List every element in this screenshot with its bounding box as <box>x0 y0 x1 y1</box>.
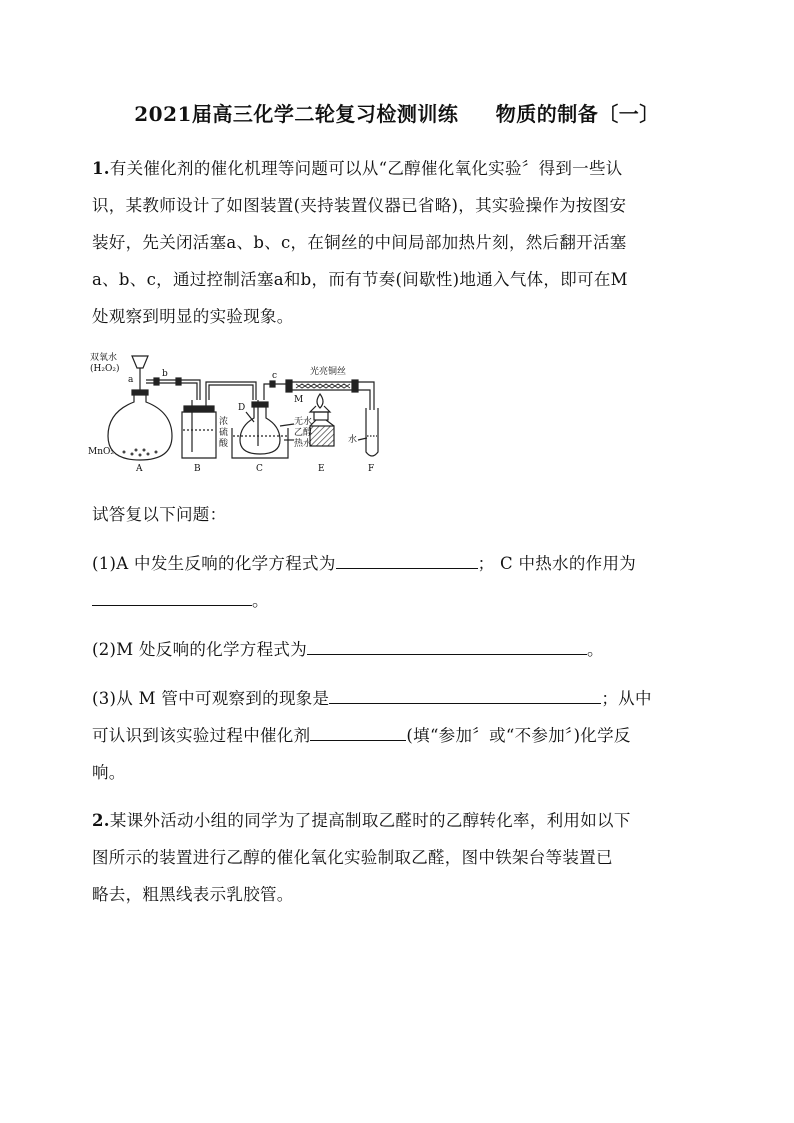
stem-text: 某课外活动小组的同学为了提高制取乙醛时的乙醇转化率，利用如以下 <box>109 811 631 830</box>
subquestion-line <box>92 754 710 791</box>
subquestion-3-text: (3)从 M 管中可观察到的现象是 <box>92 689 330 708</box>
stem-line <box>92 298 710 335</box>
burner-e <box>310 426 334 446</box>
bottle-b <box>182 412 216 458</box>
label-a: A <box>136 464 143 474</box>
stem-line <box>92 802 710 839</box>
subquestion-3-text-d: (填“参加〞或“不参加〞)化学反 <box>406 726 631 745</box>
label-e: E <box>318 464 325 474</box>
label-valve-a: a <box>128 375 134 385</box>
subquestion-1 <box>92 545 710 619</box>
stem-text: a、b、c，通过控制活塞a和b，而有节奏(间歇性)地通入气体，即可在M <box>92 270 628 289</box>
label-copper-wire: 光亮铜丝 <box>310 367 347 377</box>
label-ethanol: 乙醇 <box>294 428 313 438</box>
label-b: B <box>194 464 201 474</box>
subquestion-line <box>92 631 710 668</box>
label-conc-acid: 硫 <box>219 428 229 438</box>
subquestion-1-text-b: ； C 中热水的作用为 <box>477 554 637 573</box>
question-2-stem <box>92 802 710 913</box>
stem-line <box>92 150 710 187</box>
subquestion-line <box>92 717 710 754</box>
subquestion-line <box>92 680 710 717</box>
label-conc-acid: 酸 <box>219 439 229 449</box>
stem-line <box>92 876 710 913</box>
stem-text: 有关催化剂的催化机理等问题可以从“乙醇催化氧化实验〞得到一些认 <box>109 159 623 178</box>
question-number: 1. <box>92 159 110 178</box>
answer-blank-3a[interactable] <box>329 685 601 704</box>
label-mno2: MnO₂ <box>88 447 114 457</box>
subquestion-2-text: (2)M 处反响的化学方程式为 <box>92 640 308 659</box>
flask-a <box>108 392 172 460</box>
label-d: D <box>238 403 246 413</box>
subquestion-3-text-b: ；从中 <box>601 689 652 708</box>
answer-blank-1b[interactable] <box>92 587 252 606</box>
stem-line <box>92 187 710 224</box>
label-anhydrous: 无水 <box>294 417 313 427</box>
subquestion-2 <box>92 631 710 668</box>
dropping-funnel <box>132 356 148 368</box>
stem-line <box>92 261 710 298</box>
apparatus-figure <box>88 340 400 475</box>
label-c: C <box>256 464 263 474</box>
subquestion-3-text-e: 响。 <box>92 763 126 782</box>
stem-text: 处观察到明显的实验现象。 <box>92 307 294 326</box>
label-valve-b: b <box>162 369 168 379</box>
flame <box>317 394 323 408</box>
label-hot-water: 热水 <box>294 439 313 449</box>
label-valve-c: c <box>272 371 278 381</box>
flask-c <box>240 406 280 454</box>
stem-line <box>92 224 710 261</box>
subquestion-1-text: (1)A 中发生反响的化学方程式为 <box>92 554 336 573</box>
stem-text: 略去，粗黑线表示乳胶管。 <box>92 885 294 904</box>
label-conc-acid: 浓 <box>219 417 229 427</box>
answer-blank-2[interactable] <box>307 636 587 655</box>
question-1-stem <box>92 150 710 335</box>
subquestion-line <box>92 545 710 582</box>
question-1-prompt <box>92 496 710 533</box>
stem-text: 图所示的装置进行乙醇的催化氧化实验制取乙醛，图中铁架台等装置已 <box>92 848 613 867</box>
question-number: 2. <box>92 811 110 830</box>
page-title: 2021届高三化学二轮复习检测训练 物质的制备〔一〕 <box>134 102 660 126</box>
label-water: 水 <box>348 435 358 445</box>
label-f: F <box>368 464 375 474</box>
label-h2o2-formula: (H₂O₂) <box>90 364 120 374</box>
answer-blank-1a[interactable] <box>336 550 478 569</box>
answer-prompt: 试答复以下问题： <box>92 505 227 524</box>
label-m: M <box>294 395 304 405</box>
stem-text: 装好，先关闭活塞a、b、c，在铜丝的中间局部加热片刻，然后翻开活塞 <box>92 233 627 252</box>
stem-text: 识，某教师设计了如图装置(夹持装置仪器已省略)，其实验操作为按图安 <box>92 196 627 215</box>
sentence-end: 。 <box>587 640 604 659</box>
answer-blank-3b[interactable] <box>310 722 406 741</box>
test-tube-f <box>366 408 378 456</box>
subquestion-line <box>92 582 710 619</box>
subquestion-3 <box>92 680 710 791</box>
sentence-end: 。 <box>252 591 269 610</box>
subquestion-3-text-c: 可认识到该实验过程中催化剂 <box>92 726 311 745</box>
stem-line <box>92 839 710 876</box>
label-h2o2: 双氧水 <box>90 353 118 363</box>
